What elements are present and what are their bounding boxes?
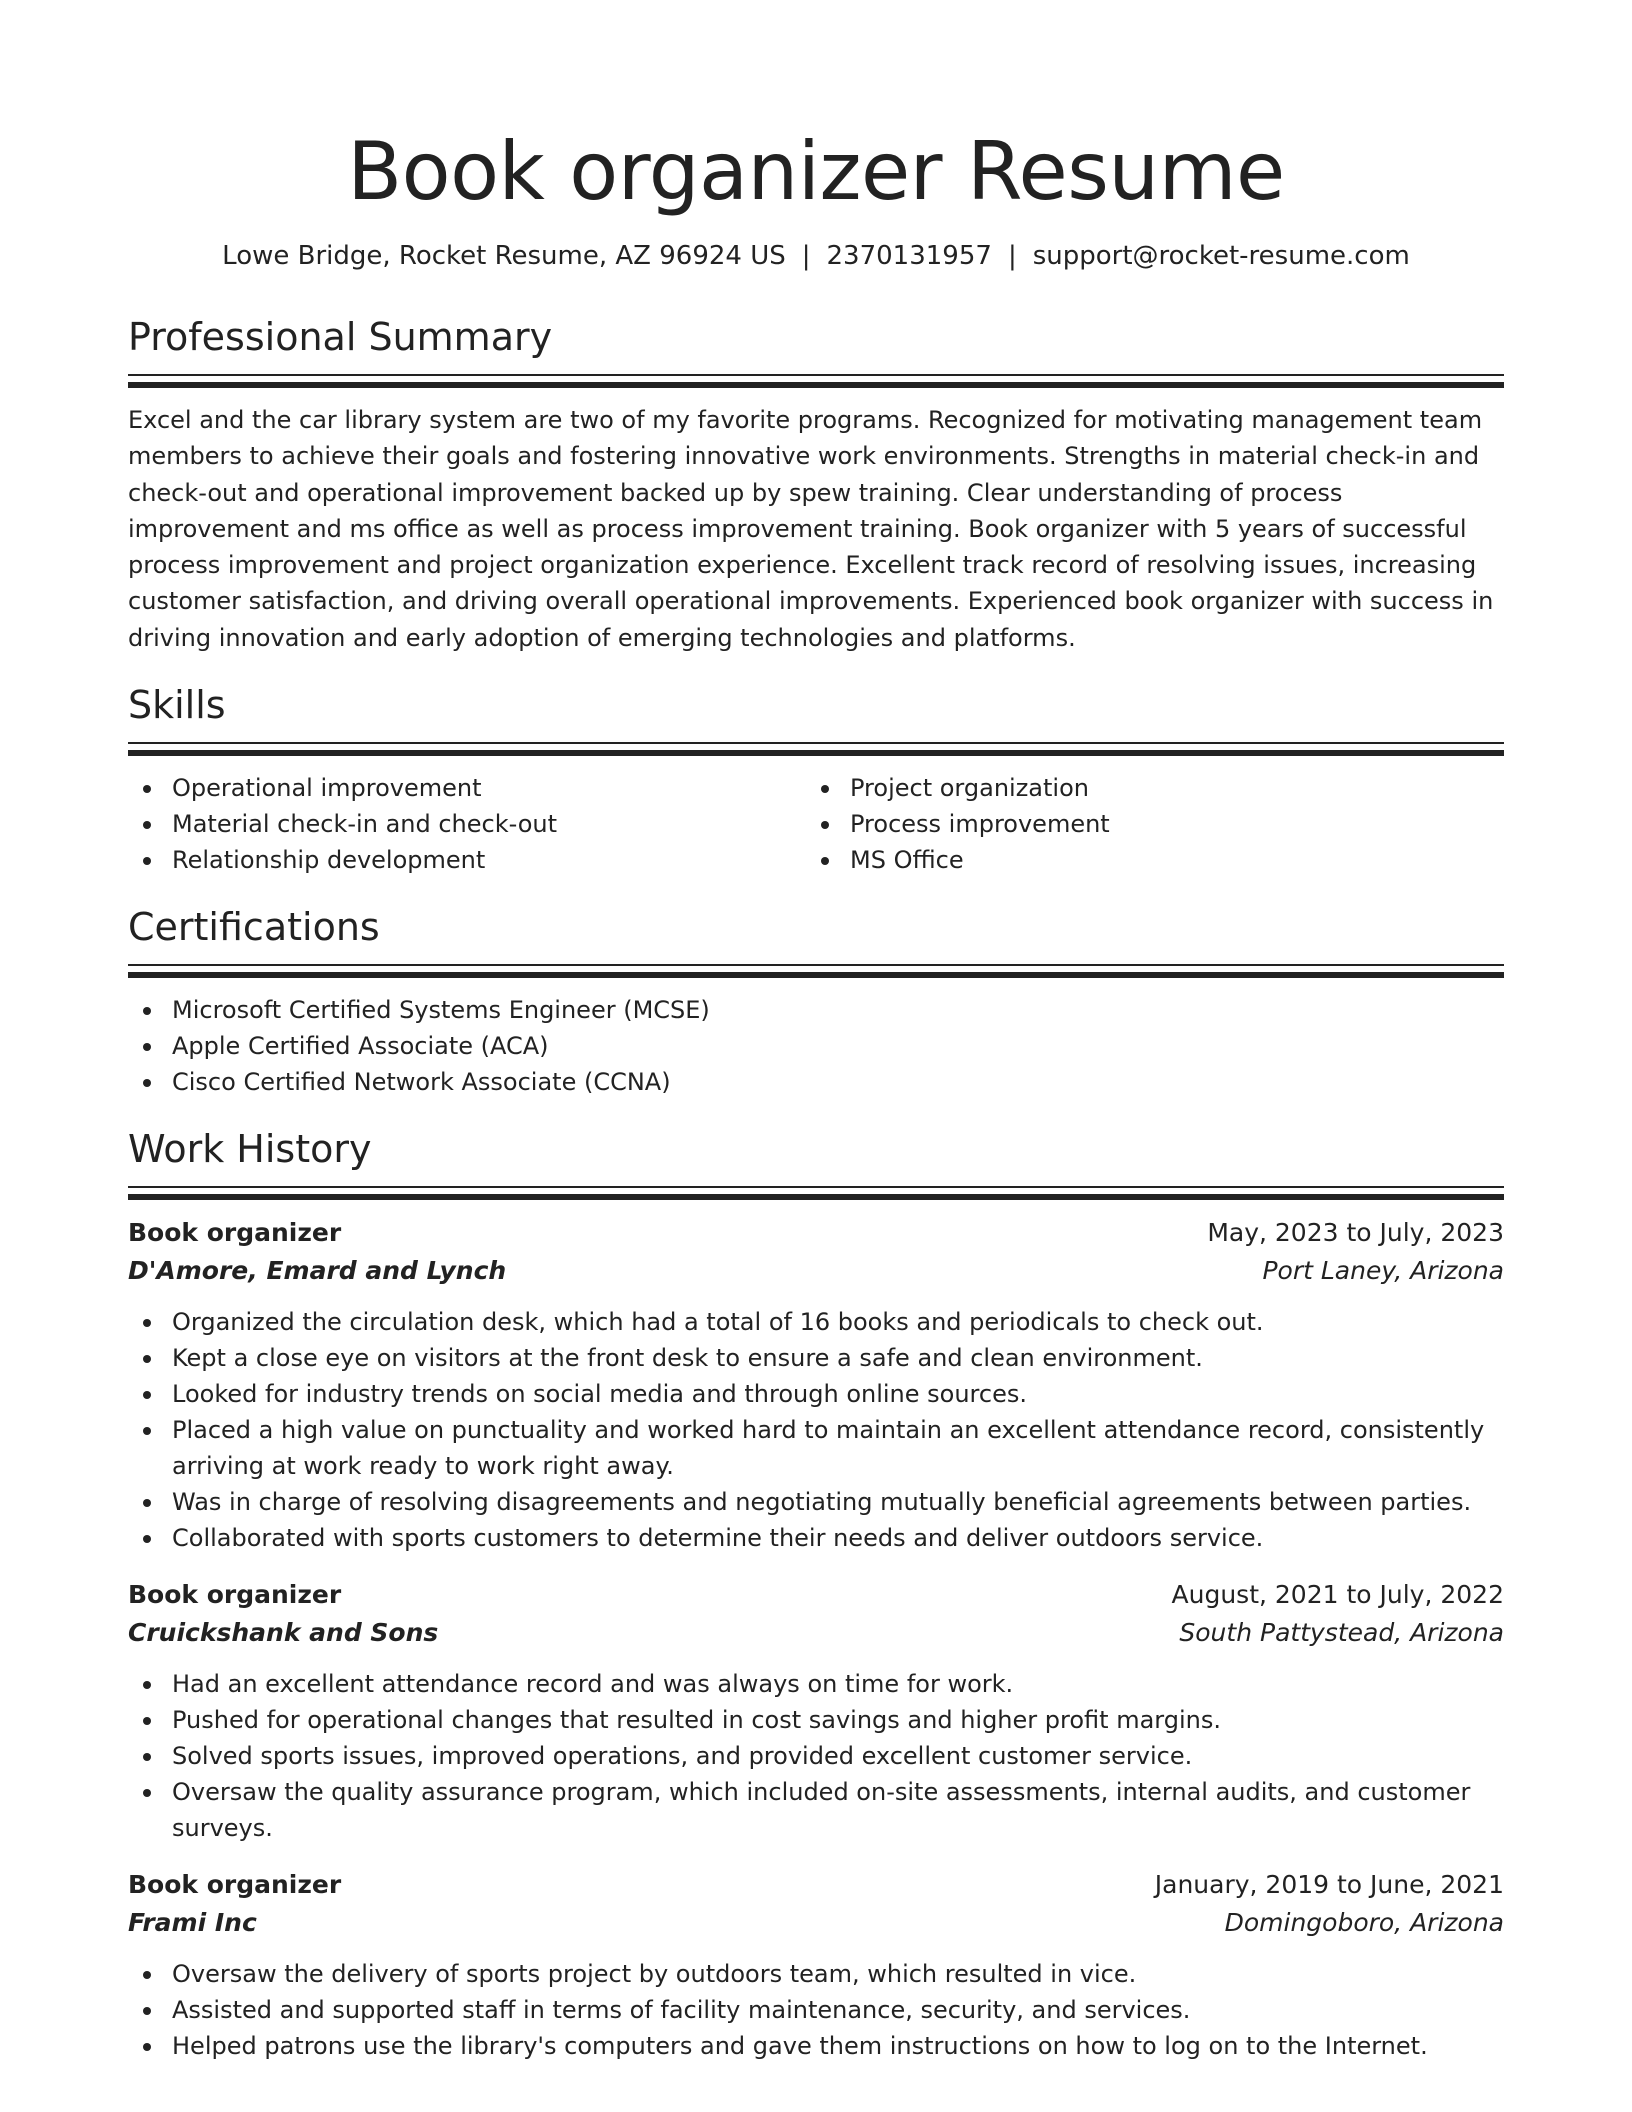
job-header-row xyxy=(128,1866,1504,1904)
job-title: Book organizer xyxy=(128,1580,342,1610)
list-item: Assisted and supported staff in terms of facility maintenance, security, and services. xyxy=(128,1992,1504,2028)
list-item: Process improvement xyxy=(806,806,1484,842)
job-header-row xyxy=(128,1576,1504,1614)
list-item: Helped patrons use the library's computers and gave them instructions on how to log on to the Internet. xyxy=(128,2028,1504,2064)
list-item: Project organization xyxy=(806,770,1484,806)
section-divider xyxy=(128,374,1504,376)
job-employer-row xyxy=(128,1252,1504,1290)
section-heading-summary: Professional Summary xyxy=(128,315,553,359)
contact-separator: | xyxy=(1007,241,1017,271)
contact-phone: 2370131957 xyxy=(826,241,992,271)
job-entry xyxy=(128,1214,1504,1556)
list-item: Apple Certified Associate (ACA) xyxy=(128,1028,1504,1064)
job-location: Port Laney, Arizona xyxy=(1262,1256,1504,1286)
work-history-section xyxy=(128,1124,1504,2064)
job-duties-list xyxy=(128,1666,1504,1846)
summary-section xyxy=(128,312,1504,656)
resume-page xyxy=(128,118,1504,2084)
list-item: Had an excellent attendance record and was always on time for work. xyxy=(128,1666,1504,1702)
job-location: South Pattystead, Arizona xyxy=(1179,1618,1504,1648)
list-item: Was in charge of resolving disagreements and negotiating mutually beneficial agreements between parties. xyxy=(128,1484,1504,1520)
section-heading-skills: Skills xyxy=(128,683,226,728)
job-dates: January, 2019 to June, 2021 xyxy=(1154,1870,1504,1900)
certifications-section xyxy=(128,902,1504,1100)
contact-email: support@rocket-resume.com xyxy=(1032,241,1410,271)
job-employer-row xyxy=(128,1614,1504,1652)
job-duties-list xyxy=(128,1956,1504,2064)
list-item: Looked for industry trends on social media and through online sources. xyxy=(128,1376,1504,1412)
job-duties-list xyxy=(128,1304,1504,1556)
job-company: Frami Inc xyxy=(128,1908,257,1938)
list-item: Oversaw the delivery of sports project by outdoors team, which resulted in vice. xyxy=(128,1956,1504,1992)
list-item: Placed a high value on punctuality and worked hard to maintain an excellent attendance record, consistently arriving at work ready to work right away. xyxy=(128,1412,1504,1484)
contact-separator: | xyxy=(801,241,811,271)
job-company: Cruickshank and Sons xyxy=(128,1618,439,1648)
list-item: Microsoft Certified Systems Engineer (MCSE) xyxy=(128,992,1504,1028)
job-header-row xyxy=(128,1214,1504,1252)
contact-address: Lowe Bridge, Rocket Resume, AZ 96924 US xyxy=(222,241,786,271)
job-employer-row xyxy=(128,1904,1504,1942)
certifications-list xyxy=(128,992,1504,1100)
section-divider xyxy=(128,742,1504,744)
contact-line xyxy=(128,236,1504,276)
resume-title: Book organizer Resume xyxy=(347,125,1285,218)
list-item: Oversaw the quality assurance program, which included on-site assessments, internal audits, and customer surveys. xyxy=(128,1774,1504,1846)
section-divider xyxy=(128,964,1504,966)
summary-text: Excel and the car library system are two of my favorite programs. Recognized for motivating management team members to achieve their goals and fostering innovative work environments. Strengths in material check-in and check-out and operational improvement backed up by spew training. Clear understanding of process improvement and ms office as well as process improvement training. Book organizer with 5 years of successful process improvement and project organization experience. Excellent track record of resolving issues, increasing customer satisfaction, and driving overall operational improvements. Experienced book organizer with success in driving innovation and early adoption of emerging technologies and platforms. xyxy=(128,406,1494,652)
skills-section xyxy=(128,680,1504,878)
job-dates: August, 2021 to July, 2022 xyxy=(1171,1580,1504,1610)
list-item: Cisco Certified Network Associate (CCNA) xyxy=(128,1064,1504,1100)
list-item: MS Office xyxy=(806,842,1484,878)
list-item: Pushed for operational changes that resulted in cost savings and higher profit margins. xyxy=(128,1702,1504,1738)
job-entry xyxy=(128,1866,1504,2064)
list-item: Collaborated with sports customers to determine their needs and deliver outdoors service. xyxy=(128,1520,1504,1556)
list-item: Solved sports issues, improved operations, and provided excellent customer service. xyxy=(128,1738,1504,1774)
skills-grid xyxy=(128,770,1504,878)
job-dates: May, 2023 to July, 2023 xyxy=(1207,1218,1504,1248)
job-entry xyxy=(128,1576,1504,1846)
job-title: Book organizer xyxy=(128,1218,342,1248)
job-company: D'Amore, Emard and Lynch xyxy=(128,1256,507,1286)
skills-list-right xyxy=(806,770,1484,878)
list-item: Relationship development xyxy=(128,842,806,878)
list-item: Material check-in and check-out xyxy=(128,806,806,842)
job-title: Book organizer xyxy=(128,1870,342,1900)
section-heading-work-history: Work History xyxy=(128,1127,372,1172)
list-item: Kept a close eye on visitors at the front desk to ensure a safe and clean environment. xyxy=(128,1340,1504,1376)
list-item: Organized the circulation desk, which had a total of 16 books and periodicals to check out. xyxy=(128,1304,1504,1340)
job-location: Domingoboro, Arizona xyxy=(1224,1908,1504,1938)
skills-list-left xyxy=(128,770,806,878)
section-divider xyxy=(128,1186,1504,1188)
list-item: Operational improvement xyxy=(128,770,806,806)
section-heading-certifications: Certifications xyxy=(128,905,380,950)
